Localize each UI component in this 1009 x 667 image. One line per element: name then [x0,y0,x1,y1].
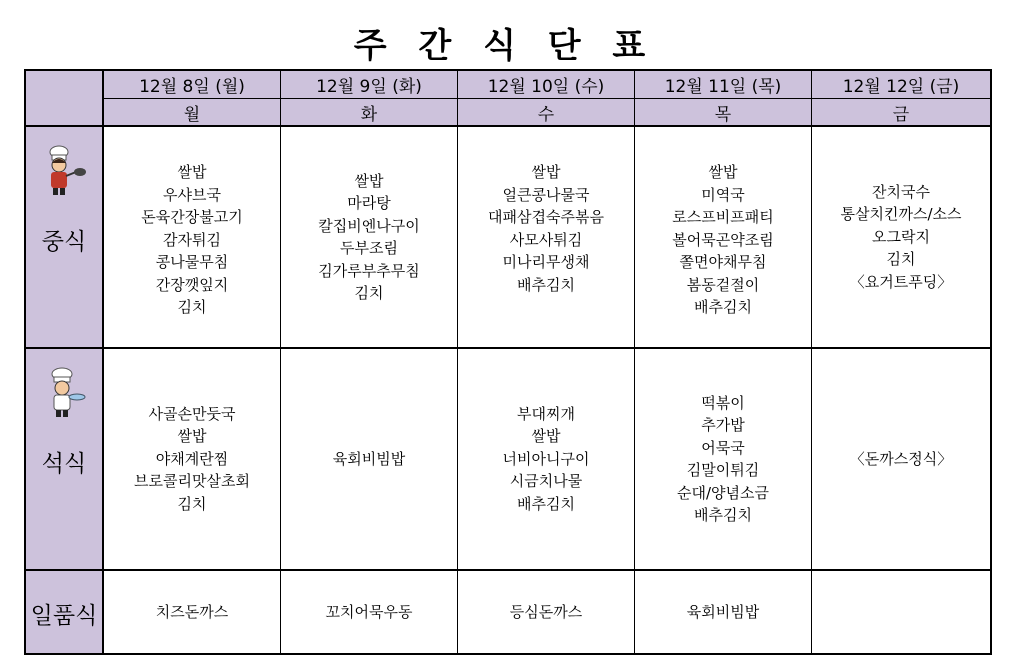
meal-label-text: 일품식 [30,603,98,629]
menu-item: 김가루부추무침 [318,261,420,280]
menu-item: 쌀밥 [531,427,561,446]
menu-item: 김치 [886,250,916,269]
weekday-header-thu: 목 [635,99,812,127]
menu-item: 김치 [177,494,207,513]
menu-item: 쌀밥 [177,163,207,181]
menu-cell [812,571,990,653]
menu-item: 쫄면야채무침 [679,253,767,271]
meal-label-dinner [26,349,104,571]
menu-item: 김치 [177,298,207,316]
menu-item: 봄동겉절이 [686,275,760,294]
menu-item: 배추김치 [694,298,752,316]
menu-item: 치즈돈까스 [155,602,229,621]
meal-label-lunch [26,127,104,349]
menu-item: 〈요거트푸딩〉 [849,272,953,291]
date-header-tue: 12월 9일 (화) [281,71,458,99]
menu-item: 배추김치 [517,275,575,294]
meal-label-text: 중식 [41,229,87,255]
menu-cell [458,571,635,653]
menu-item: 육회비빔밥 [332,449,406,468]
menu-cell [281,127,458,349]
menu-item: 쌀밥 [708,163,738,181]
date-header-wed: 12월 10일 (수) [458,71,635,99]
menu-item: 볼어묵곤약조림 [672,230,774,249]
menu-item: 칼집비엔나구이 [318,216,420,235]
date-header-mon: 12월 8일 (월) [104,71,281,99]
menu-item: 김치 [354,284,384,302]
menu-item: 간장깻잎지 [155,275,229,294]
menu-cell [281,349,458,571]
menu-item: 순대/양념소금 [677,483,769,502]
meal-label-special [26,571,104,653]
menu-item: 얼큰콩나물국 [502,185,590,204]
menu-item: 육회비빔밥 [686,602,760,621]
menu-item: 쌀밥 [177,427,207,446]
menu-cell [812,349,990,571]
menu-cell [104,571,281,653]
menu-cell [635,127,812,349]
menu-cell [635,349,812,571]
menu-cell [458,349,635,571]
menu-item: 미역국 [701,185,745,204]
menu-item: 떡볶이 [701,393,745,412]
menu-item: 우샤브국 [163,185,221,204]
menu-item: 사모사튀김 [509,230,583,249]
meal-label-text: 석식 [41,451,87,477]
menu-item: 추가밥 [701,416,745,434]
menu-cell [104,349,281,571]
menu-item: 대패삼겹숙주볶음 [488,208,604,226]
menu-item: 야채계란찜 [155,449,229,468]
menu-item: 감자튀김 [163,230,221,249]
menu-item: 김말이튀김 [686,461,760,479]
weekday-header-wed: 수 [458,99,635,127]
menu-item: 너비아니구이 [502,449,590,468]
page-title: 주 간 식 단 표 [353,26,656,66]
table-corner [26,71,104,127]
menu-item: 오그락지 [872,227,930,246]
menu-item: 사골손만둣국 [148,404,236,423]
menu-cell [104,127,281,349]
menu-cell [458,127,635,349]
weekday-header-tue: 화 [281,99,458,127]
date-header-thu: 12월 11일 (목) [635,71,812,99]
menu-item: 쌀밥 [531,163,561,181]
menu-item: 콩나물무침 [155,253,229,271]
menu-item: 쌀밥 [354,171,384,190]
menu-item: 부대찌개 [517,404,575,423]
weekday-header-fri: 금 [812,99,990,127]
menu-item: 브로콜리맛살초회 [134,472,250,491]
menu-item: 배추김치 [694,506,752,524]
menu-cell [281,571,458,653]
menu-item: 두부조림 [340,239,398,257]
menu-item: 마라탕 [347,194,391,212]
weekday-header-mon: 월 [104,99,281,127]
weekly-menu-table [24,69,992,655]
menu-item: 돈육간장불고기 [141,208,243,226]
menu-item: 미나리무생채 [502,253,590,271]
chef-with-plate-icon [44,367,86,419]
date-header-fri: 12월 12일 (금) [812,71,990,99]
menu-item: 등심돈까스 [509,602,583,621]
chef-with-pan-icon [44,145,86,197]
menu-item: 시금치나물 [509,472,583,491]
menu-cell [635,571,812,653]
menu-item: 꼬치어묵우동 [325,602,413,621]
menu-item: 〈돈까스정식〉 [849,449,953,468]
menu-cell [812,127,990,349]
menu-item: 잔치국수 [872,182,930,201]
menu-item: 배추김치 [517,494,575,513]
menu-item: 어묵국 [701,438,745,457]
menu-item: 통살치킨까스/소스 [840,205,962,224]
menu-item: 로스프비프패티 [672,208,774,226]
